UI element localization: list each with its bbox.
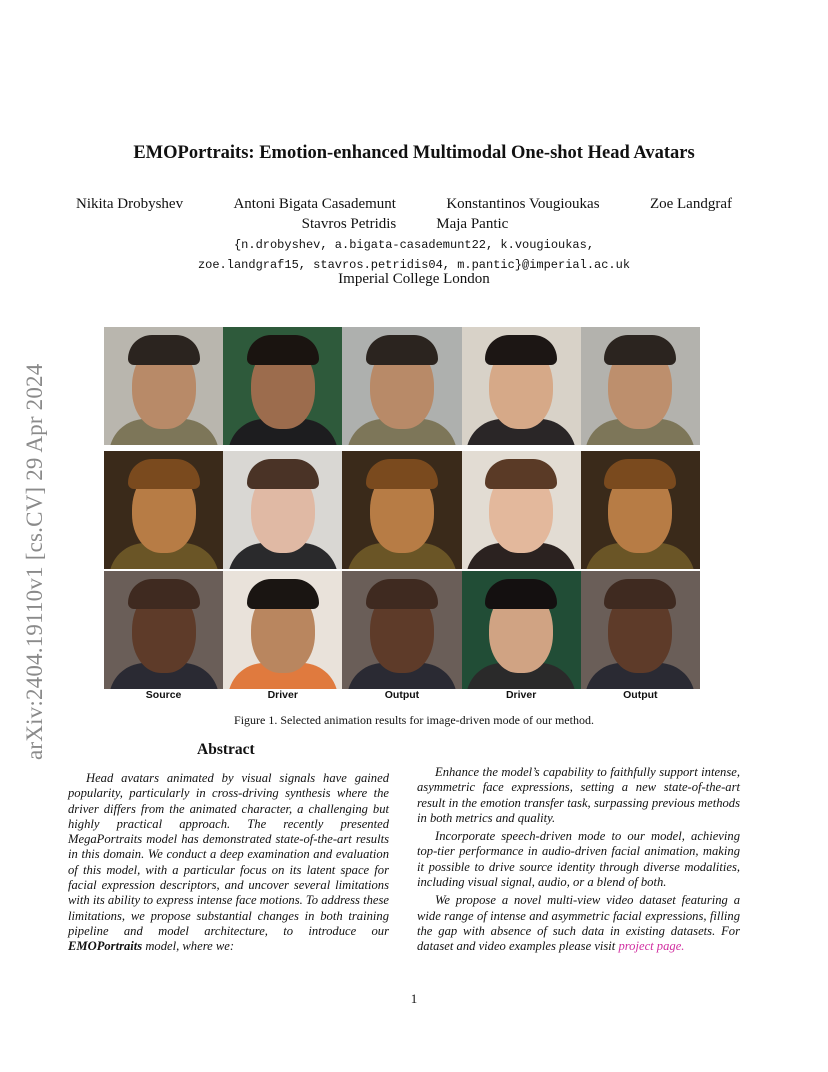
figure-row <box>104 327 700 445</box>
abstract-paragraph: Incorporate speech-driven mode to our model, achieving top-tier performance in audio-driven facial animation, making it possible to drive source identity through diverse modalities, including visual signal, audio, or a blend of both. <box>417 829 740 890</box>
photo-output-painting <box>342 451 461 569</box>
abstract-text-tail: model, where we: <box>142 939 235 954</box>
model-name: EMOPortraits <box>68 939 143 954</box>
photo-source-man-suit <box>104 571 223 689</box>
figure-row <box>104 571 700 689</box>
abstract-text: We propose a novel multi-view video dataset featuring a wide range of intense and asymmetric facial expressions, filling the gap with absence of such data in existing datasets. For dataset and video examples please visit <box>417 893 740 954</box>
photo-output-painting-wink <box>581 451 700 569</box>
figure-1 <box>104 327 700 702</box>
abstract-text: Head avatars animated by visual signals have gained popularity, particularly in cross-driving synthesis where the driver differs from the animated character, a challenging but highly practical approach. The recently presented MegaPortraits model has demonstrated state-of-the-art results in this domain. We conduct a deep examination and evaluation of this model, with a particular focus on its latent space for facial expression descriptors, and uncover several limitations with its ability to express intense face motions. To address these limitations, we propose substantial changes in both training pipeline and model architecture, to introduce our <box>68 771 389 938</box>
author-name: Maja Pantic <box>436 216 509 232</box>
column-label: Source <box>145 689 182 701</box>
column-label: Driver <box>505 689 537 701</box>
abstract-heading: Abstract <box>197 741 255 758</box>
project-page-link[interactable]: project page. <box>618 939 685 954</box>
photo-driver-man-green <box>223 327 342 445</box>
photo-output-marine <box>342 327 461 445</box>
author-name: Antoni Bigata Casademunt <box>233 196 396 212</box>
author-list <box>60 196 750 233</box>
photo-driver-woman-smile <box>462 327 581 445</box>
author-name: Zoe Landgraf <box>649 196 732 212</box>
figure-caption: Figure 1. Selected animation results for image-driven mode of our method. <box>234 713 594 727</box>
figure-column-labels <box>104 689 700 701</box>
abstract-paragraph <box>417 893 740 954</box>
column-label: Driver <box>267 689 298 701</box>
abstract-right-column <box>417 765 740 958</box>
affiliation: Imperial College London <box>338 271 490 287</box>
photo-output-marine-smile <box>581 327 700 445</box>
author-name: Stavros Petridis <box>301 216 397 232</box>
page-number: 1 <box>410 991 418 1006</box>
photo-driver-woman-grimace <box>462 571 581 689</box>
author-name: Nikita Drobyshev <box>76 196 184 212</box>
email-line: zoe.landgraf15, stavros.petridis04, m.pantic}@imperial.ac.uk <box>197 258 631 272</box>
photo-driver-man-glasses <box>223 571 342 689</box>
photo-driver-woman-wink <box>462 451 581 569</box>
arxiv-stamp: arXiv:2404.19110v1 [cs.CV] 29 Apr 2024 <box>22 363 47 760</box>
photo-driver-woman-glasses <box>223 451 342 569</box>
email-line: {n.drobyshev, a.bigata-casademunt22, k.vougioukas, <box>233 238 595 252</box>
author-name: Konstantinos Vougioukas <box>446 196 600 212</box>
photo-source-painting <box>104 451 223 569</box>
paper-title: EMOPortraits: Emotion-enhanced Multimodal One-shot Head Avatars <box>133 143 695 163</box>
author-emails <box>0 235 828 275</box>
photo-output-man-suit-2 <box>581 571 700 689</box>
abstract-paragraph <box>68 771 389 955</box>
abstract-paragraph: Enhance the model’s capability to faithfully support intense, asymmetric face expressions, setting a new state-of-the-art result in the emotion transfer task, surpassing previous methods in both metrics and quality. <box>417 765 740 825</box>
figure-row <box>104 451 700 569</box>
photo-output-man-suit <box>342 571 461 689</box>
column-label: Output <box>384 689 420 701</box>
abstract-left-column <box>68 771 389 955</box>
photo-source-marine <box>104 327 223 445</box>
column-label: Output <box>623 689 658 701</box>
